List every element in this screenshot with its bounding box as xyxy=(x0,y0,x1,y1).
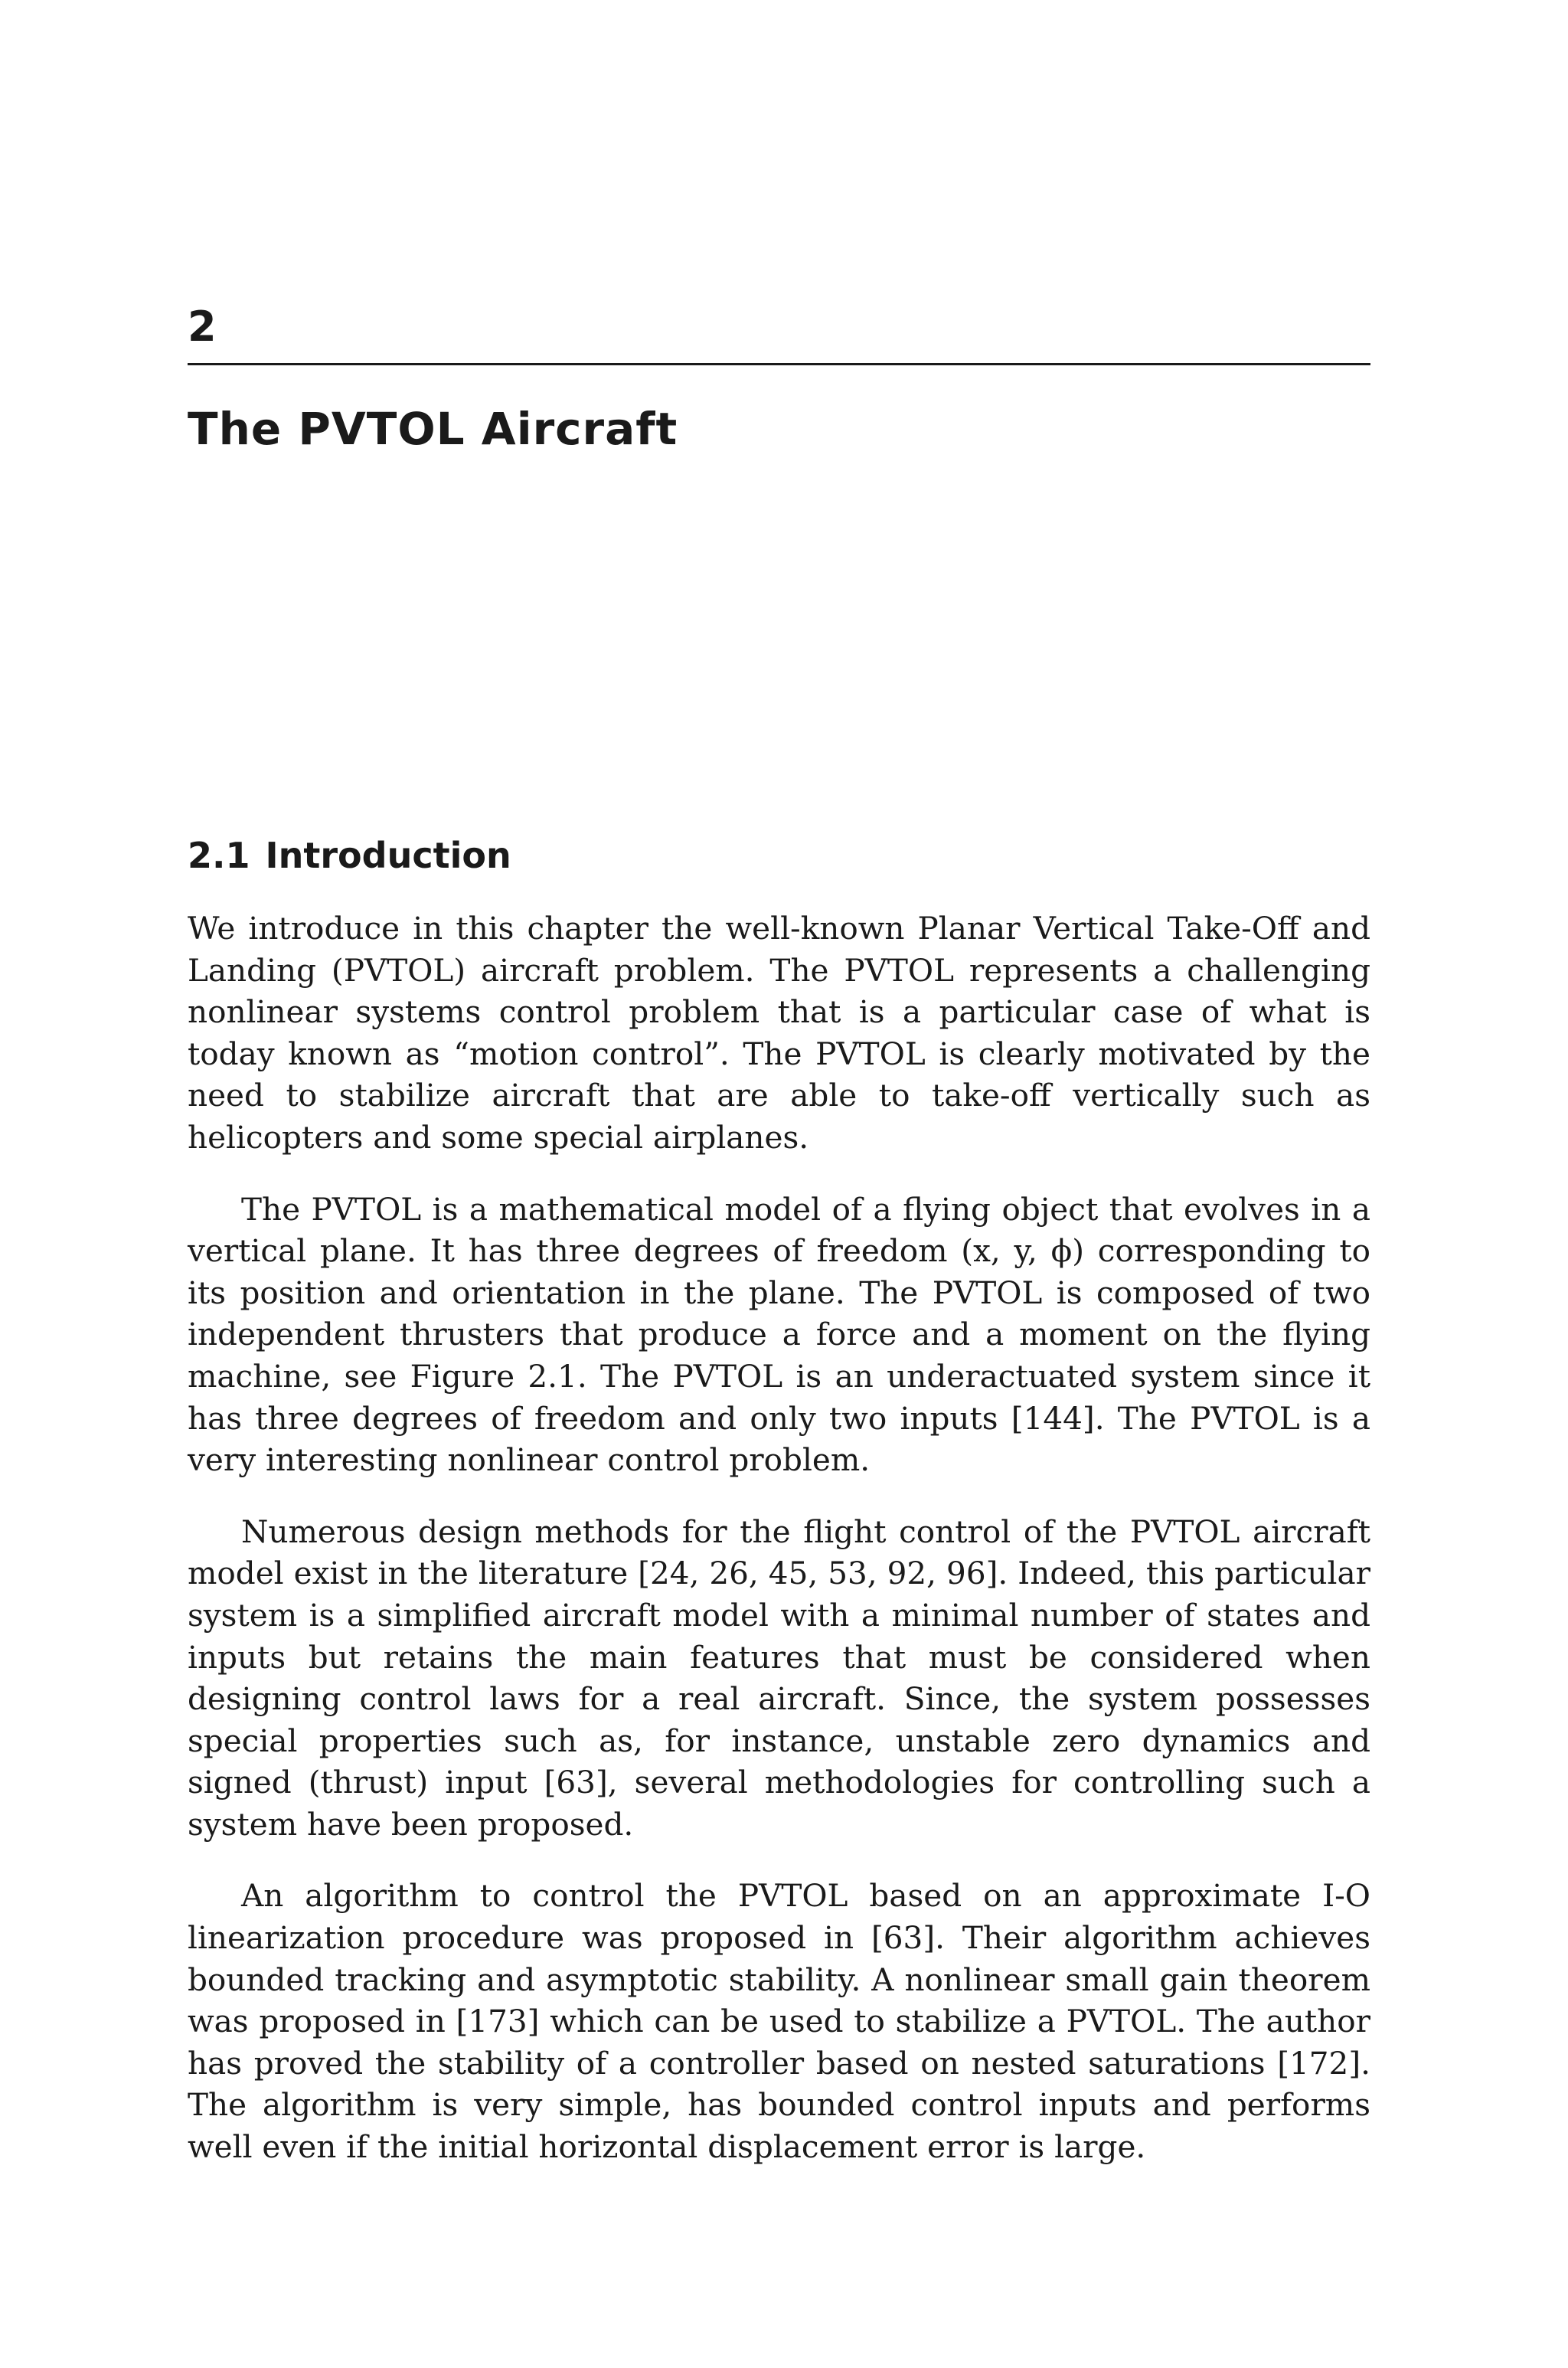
section-heading xyxy=(188,829,511,882)
paragraph-1: We introduce in this chapter the well-known Planar Vertical Take-Off and Landing (PVTOL) aircraft problem. The PVTOL represents a challenging nonlinear systems control problem that is a particular case of what is today known as “motion control”. The PVTOL is clearly motivated by the need to stabilize aircraft that are able to take-off vertically such as helicopters and some special airplanes. xyxy=(188,910,1370,1156)
chapter-title: The PVTOL Aircraft xyxy=(188,403,678,455)
paragraph-2: The PVTOL is a mathematical model of a flying object that evolves in a vertical plane. It has three degrees of freedom (x, y, ϕ) corresponding to its position and orientation in the plane. The PVTOL is composed of two independent thrusters that produce a force and a moment on the flying machine, see Figure 2.1. The PVTOL is an underactuated system since it has three degrees of freedom and only two inputs [144]. The PVTOL is a very interesting nonlinear control problem. xyxy=(188,1190,1370,1479)
section-title: Introduction xyxy=(265,835,511,876)
chapter-rule xyxy=(188,363,1370,365)
section-body xyxy=(188,908,1370,2198)
section-number: 2.1 xyxy=(188,835,250,876)
chapter-number: 2 xyxy=(188,303,217,351)
paragraph-4: An algorithm to control the PVTOL based on an approximate I-O linearization procedure was proposed in [63]. Their algorithm achieves bounded tracking and asymptotic stability. A nonlinear small gain theorem was proposed in [173] which can be used to stabilize a PVTOL. The author has proved the stability of a controller based on nested saturations [172]. The algorithm is very simple, has bounded control inputs and performs well even if the initial horizontal displacement error is large. xyxy=(188,1877,1370,2166)
paragraph-3: Numerous design methods for the flight control of the PVTOL aircraft model exist in the literature [24, 26, 45, 53, 92, 96]. Indeed, this particular system is a simplified aircraft model with a minimal number of states and inputs but retains the main features that must be considered when designing control laws for a real aircraft. Since, the system possesses special properties such as, for instance, unstable zero dynamics and signed (thrust) input [63], several methodologies for controlling such a system have been proposed. xyxy=(188,1513,1370,1843)
